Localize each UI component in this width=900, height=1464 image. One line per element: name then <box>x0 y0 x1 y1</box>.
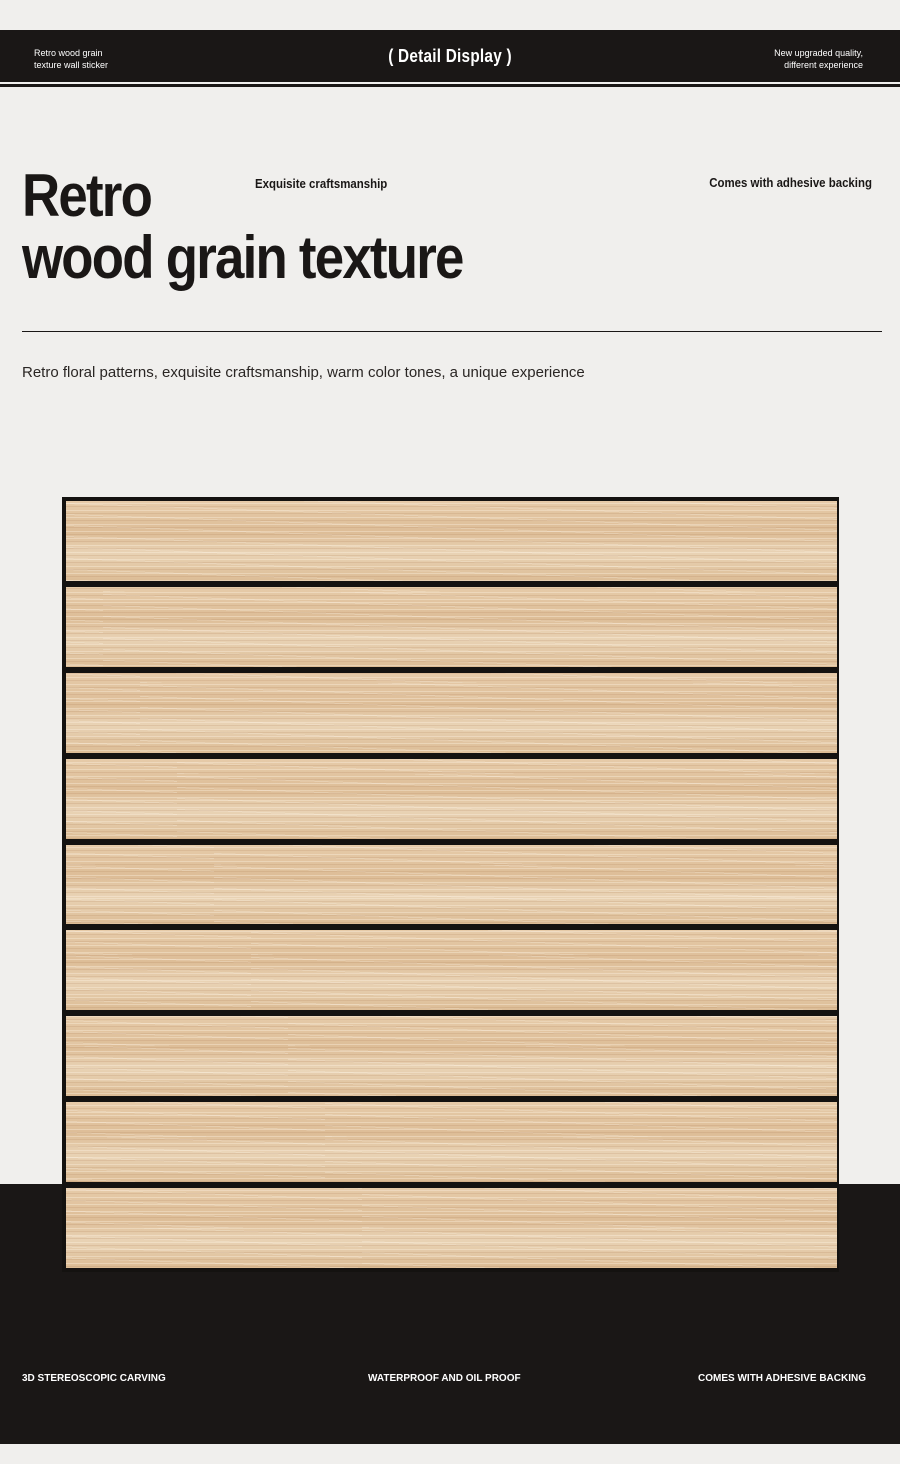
header-bar <box>0 30 900 82</box>
wood-plank <box>66 845 837 925</box>
feature-adhesive: COMES WITH ADHESIVE BACKING <box>698 1373 866 1384</box>
hero-title-line1: Retro <box>22 162 152 229</box>
header-left-line2: texture wall sticker <box>34 60 109 70</box>
wood-plank <box>66 1102 837 1182</box>
tag-adhesive: Comes with adhesive backing <box>709 175 872 190</box>
wood-panel-image <box>62 497 839 1272</box>
wood-plank <box>66 673 837 753</box>
feature-waterproof: WATERPROOF AND OIL PROOF <box>368 1373 521 1384</box>
wood-plank <box>66 587 837 667</box>
wood-plank <box>66 1188 837 1268</box>
hero-subtitle: Retro floral patterns, exquisite craftsmanship, warm color tones, a unique experience <box>22 364 585 381</box>
hero-title <box>22 162 463 291</box>
wood-plank <box>66 759 837 839</box>
wood-plank <box>66 930 837 1010</box>
tag-craftsmanship: Exquisite craftsmanship <box>255 176 388 191</box>
header-divider <box>0 84 900 87</box>
header-right-line1: New upgraded quality, <box>774 48 863 58</box>
feature-carving: 3D STEREOSCOPIC CARVING <box>22 1373 166 1384</box>
wood-plank <box>66 1016 837 1096</box>
header-right-line2: different experience <box>784 60 863 70</box>
header-title: ( Detail Display ) <box>388 46 512 66</box>
wood-plank <box>66 501 837 581</box>
header-right-text <box>774 47 863 71</box>
header-left-line1: Retro wood grain <box>34 48 103 58</box>
hero-title-line2: wood grain texture <box>22 224 463 291</box>
section-divider <box>22 331 882 332</box>
